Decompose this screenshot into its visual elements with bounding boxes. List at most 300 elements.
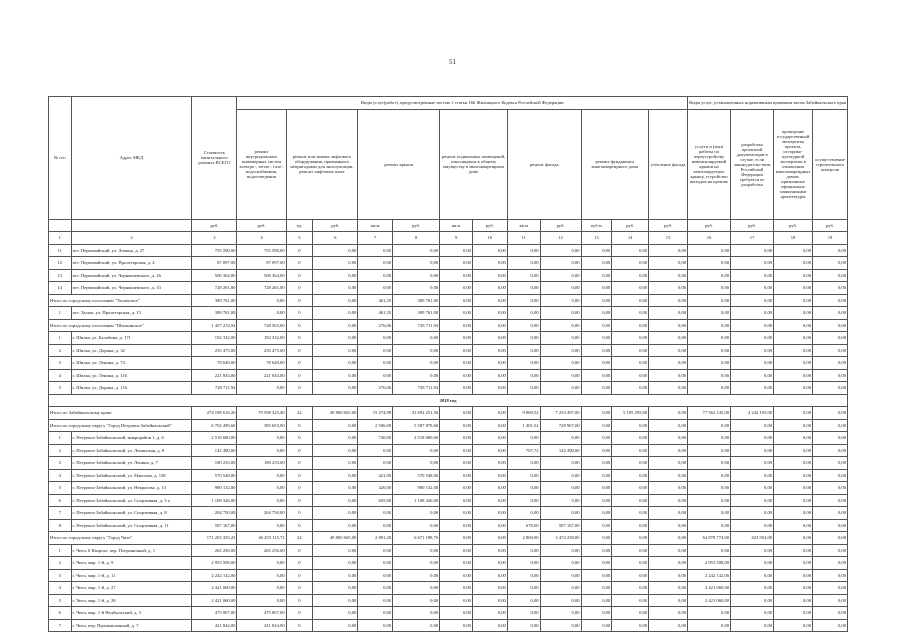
cell-lu: 0 [286,269,313,282]
cell-w: 0,00 [649,382,688,395]
cell-roof: 6 671 188,76 [393,532,440,545]
row-number: 12 [49,257,72,270]
cell-ctl: 0,00 [813,332,848,345]
table-row [49,382,848,395]
cell-ctl: 0,00 [813,419,848,432]
cell-fa: 0,00 [507,482,540,495]
cell-roof: 980 132,00 [393,482,440,495]
cell-pu: 2 242 142,00 [688,569,731,582]
cell-fnd: 0,00 [612,582,649,595]
cell-eng: 0,00 [237,519,286,532]
cell-roof: 0,00 [393,282,440,295]
table-row [49,619,848,632]
cell-dev: 0,00 [731,569,774,582]
cell-w: 0,00 [649,544,688,557]
cell-fac: 0,00 [540,494,581,507]
cell-roof: 0,00 [393,357,440,370]
cell-bas: 0,00 [472,444,507,457]
cell-ra: 740,00 [358,432,393,445]
cell-roof: 0,00 [393,594,440,607]
cell-dev: 0,00 [731,257,774,270]
cell-ra: 0,00 [358,457,393,470]
cell-ra: 2 891,28 [358,532,393,545]
cell-fo: 0,00 [581,469,612,482]
cell-exp: 0,00 [774,532,813,545]
cell-eng: 180 233,00 [237,457,286,470]
cell-pu: 0,00 [688,607,731,620]
cell-ra: 421,00 [358,469,393,482]
cell-bas: 0,00 [472,369,507,382]
cell-ra: 0,00 [358,519,393,532]
cell-lift: 0,00 [313,244,358,257]
cell-ctl: 0,00 [813,269,848,282]
cell-fnd: 0,00 [612,569,649,582]
cell-ctl: 0,00 [813,357,848,370]
cell-total: 142 490,00 [192,444,237,457]
cell-ba: 0,00 [440,432,473,445]
cell-eng: 0,00 [237,557,286,570]
cell-ba: 0,00 [440,607,473,620]
column-number-cell: 12 [540,232,581,245]
cell-fac: 0,00 [540,582,581,595]
header-warming: утепление фасада [649,109,688,219]
cell-fac: 7 233 497,00 [540,407,581,420]
cell-eng: 87 097,00 [237,257,286,270]
row-address: г. Чита, мкр. 1-й Недбыльский, д. 3 [71,607,192,620]
cell-exp: 0,00 [774,269,813,282]
cell-bas: 0,00 [472,307,507,320]
cell-roof: 389 761,00 [393,307,440,320]
cell-lu: 0 [286,457,313,470]
cell-exp: 0,00 [774,369,813,382]
header-facade: ремонт фасада [507,109,581,219]
cell-w: 0,00 [649,244,688,257]
cell-lu: 0 [286,357,313,370]
cell-fa: 0,00 [507,357,540,370]
cell-fac: 0,00 [540,544,581,557]
column-number-cell: 10 [472,232,507,245]
cell-lu: 22 [286,532,313,545]
cell-pu: 0,00 [688,494,731,507]
cell-fa: 0,00 [507,619,540,632]
cell-bas: 0,00 [472,282,507,295]
cell-total: 192 332,00 [192,332,237,345]
cell-fa: 0,00 [507,282,540,295]
cell-fa: 0,00 [507,307,540,320]
cell-exp: 0,00 [774,594,813,607]
cell-pu: 0,00 [688,257,731,270]
cell-ba: 0,00 [440,294,473,307]
cell-roof: 0,00 [393,619,440,632]
cell-bas: 0,00 [472,544,507,557]
row-address: г. Чита, мкр. 1-й, д. 9 [71,557,192,570]
cell-w: 0,00 [649,582,688,595]
cell-dev: 0,00 [731,594,774,607]
cell-ctl: 0,00 [813,319,848,332]
subtotal-label: Итого по городскому поселению "Шилкинское" [49,319,192,332]
cell-ra: 605,00 [358,494,393,507]
row-number: 5 [49,594,72,607]
cell-bas: 0,00 [472,344,507,357]
cell-ba: 0,00 [440,407,473,420]
cell-total: 755 590,00 [192,244,237,257]
cell-ctl: 0,00 [813,407,848,420]
cell-eng: 0,00 [237,382,286,395]
cell-ctl: 0,00 [813,469,848,482]
cell-fnd: 0,00 [612,307,649,320]
cell-bas: 0,00 [472,482,507,495]
cell-total: 171 203 355,23 [192,532,237,545]
cell-fa: 0,00 [507,369,540,382]
row-number: 4 [49,369,72,382]
cell-dev: 0,00 [731,269,774,282]
cell-exp: 0,00 [774,494,813,507]
cell-ba: 0,00 [440,319,473,332]
cell-lift: 0,00 [313,307,358,320]
cell-ba: 0,00 [440,344,473,357]
cell-lu: 0 [286,344,313,357]
cell-fnd: 0,00 [612,282,649,295]
cell-w: 0,00 [649,257,688,270]
cell-fa: 2 869,00 [507,532,540,545]
column-number-cell: 13 [581,232,612,245]
cell-lift: 0,00 [313,569,358,582]
cell-eng: 0,00 [237,569,286,582]
header-control: осуществление строительного контроля [813,109,848,219]
cell-fa: 707,72 [507,444,540,457]
cell-lu: 0 [286,582,313,595]
cell-w: 0,00 [649,619,688,632]
cell-roof: 0,00 [393,507,440,520]
row-number: 3 [49,457,72,470]
table-row [49,494,848,507]
subtotal-label: Итого по Забайкальскому краю: [49,407,192,420]
table-row [49,507,848,520]
cell-exp: 0,00 [774,282,813,295]
cell-pu: 64 878 774,00 [688,532,731,545]
cell-fo: 0,00 [581,357,612,370]
cell-roof: 0,00 [393,332,440,345]
cell-fo: 0,00 [581,594,612,607]
cell-bas: 0,00 [472,494,507,507]
row-address: г. Петровск-Забайкальский, ул. Ленина, д. 7 [71,457,192,470]
cell-w: 0,00 [649,594,688,607]
cell-pu: 2 421 060,00 [688,594,731,607]
row-number: 5 [49,382,72,395]
cell-ra: 0,00 [358,269,393,282]
cell-lu: 0 [286,282,313,295]
subtotal-label: Итого по городскому округу "Город Петровск-Забайкальский" [49,419,192,432]
cell-ra: 0,00 [358,357,393,370]
cell-ctl: 0,00 [813,569,848,582]
row-address: г. Шилка, ул. Ленина, д. 74 [71,357,192,370]
cell-dev: 0,00 [731,457,774,470]
cell-fnd: 0,00 [612,357,649,370]
units-row [49,219,848,232]
cell-lu: 0 [286,569,313,582]
cell-lu: 0 [286,369,313,382]
cell-eng: 79 598 325,40 [237,407,286,420]
cell-roof: 0,00 [393,269,440,282]
cell-roof: 0,00 [393,607,440,620]
cell-fnd: 0,00 [612,432,649,445]
cell-bas: 0,00 [472,557,507,570]
cell-eng: 728 261,00 [237,282,286,295]
cell-w: 0,00 [649,469,688,482]
cell-lu: 0 [286,482,313,495]
column-number-cell: 3 [192,232,237,245]
cell-fnd: 0,00 [612,457,649,470]
cell-total: 180 233,00 [192,457,237,470]
column-number-cell: 15 [649,232,688,245]
cell-lu: 0 [286,494,313,507]
cell-ctl: 0,00 [813,594,848,607]
cell-fo: 0,00 [581,282,612,295]
row-address: пгт. Первомайский, ул. Чернышевского, д. 26 [71,269,192,282]
cell-fa: 0,00 [507,319,540,332]
cell-lift: 0,00 [313,382,358,395]
cell-ba: 0,00 [440,619,473,632]
cell-ctl: 0,00 [813,507,848,520]
header-group-a: Виды услуг(работ), предусмотренные частью 1 статьи 166 Жилищного Кодекса Российской Федерации [237,97,688,110]
cell-roof: 0,00 [393,544,440,557]
cell-dev: 0,00 [731,607,774,620]
cell-bas: 0,00 [472,382,507,395]
row-number: 14 [49,282,72,295]
cell-exp: 0,00 [774,357,813,370]
column-number-cell: 8 [393,232,440,245]
cell-fnd: 0,00 [612,594,649,607]
column-number-cell: 18 [774,232,813,245]
cell-ra: 15 274,98 [358,407,393,420]
cell-w: 0,00 [649,332,688,345]
table-row [49,544,848,557]
cell-exp: 0,00 [774,444,813,457]
cell-lift: 0,00 [313,469,358,482]
cell-exp: 0,00 [774,507,813,520]
cell-fa: 0,00 [507,332,540,345]
cell-w: 0,00 [649,507,688,520]
cell-total: 78 649,00 [192,357,237,370]
cell-lift: 0,00 [313,594,358,607]
cell-fac: 3 474 258,00 [540,532,581,545]
cell-pu: 0,00 [688,619,731,632]
cell-w: 0,00 [649,282,688,295]
cell-exp: 0,00 [774,482,813,495]
cell-fac: 0,00 [540,332,581,345]
cell-ra: 0,00 [358,582,393,595]
cell-fo: 0,00 [581,507,612,520]
cell-fac: 0,00 [540,257,581,270]
cell-roof: 0,00 [393,244,440,257]
cell-pu: 0,00 [688,269,731,282]
column-number-cell: 1 [49,232,72,245]
table-row [49,307,848,320]
cell-ra: 2 506,09 [358,419,393,432]
cell-bas: 0,00 [472,432,507,445]
cell-dev: 0,00 [731,282,774,295]
subtotal-row [49,294,848,307]
cell-fnd: 0,00 [612,507,649,520]
column-number-cell: 17 [731,232,774,245]
cell-total: 1 457 274,94 [192,319,237,332]
cell-lu: 0 [286,332,313,345]
cell-lu: 0 [286,257,313,270]
cell-ra: 0,00 [358,282,393,295]
cell-w: 0,00 [649,344,688,357]
cell-ctl: 0,00 [813,444,848,457]
cell-eng: 506 364,00 [237,269,286,282]
cell-fa: 0,00 [507,507,540,520]
cell-fnd: 0,00 [612,619,649,632]
cell-ctl: 0,00 [813,282,848,295]
cell-lu: 0 [286,544,313,557]
cell-lift: 0,00 [313,332,358,345]
cell-fnd: 0,00 [612,319,649,332]
unit-cell: ед. [286,219,313,232]
cell-fa: 0,00 [507,544,540,557]
row-address: г. Чита, мкр. 1-й, д. 28 [71,594,192,607]
cell-w: 0,00 [649,444,688,457]
cell-total: 421 844,00 [192,619,237,632]
cell-pu: 0,00 [688,244,731,257]
row-number: 13 [49,269,72,282]
cell-bas: 0,00 [472,469,507,482]
cell-bas: 0,00 [472,357,507,370]
header-address: Адрес МКД [71,97,192,220]
cell-ra: 0,00 [358,257,393,270]
cell-ba: 0,00 [440,419,473,432]
column-number-cell: 6 [313,232,358,245]
cell-ba: 0,00 [440,594,473,607]
cell-ba: 0,00 [440,382,473,395]
column-number-cell: 5 [286,232,313,245]
cell-fac: 0,00 [540,319,581,332]
cell-ba: 0,00 [440,332,473,345]
cell-fac: 0,00 [540,244,581,257]
cell-eng: 0,00 [237,582,286,595]
cell-exp: 0,00 [774,319,813,332]
row-address: пгт. Первомайский, ул. Чернышевского, д. 33 [71,282,192,295]
cell-w: 0,00 [649,607,688,620]
row-number: 6 [49,607,72,620]
cell-eng: 0,00 [237,307,286,320]
table-row [49,607,848,620]
row-address: пгт. Первомайский, ул. Пролетарская, д. 4 [71,257,192,270]
cell-lu: 0 [286,294,313,307]
cell-roof: 728 711,94 [393,319,440,332]
unit-cell: кв.м [440,219,473,232]
cell-bas: 0,00 [472,319,507,332]
table-row [49,594,848,607]
cell-exp: 0,00 [774,344,813,357]
cell-ba: 0,00 [440,357,473,370]
cell-total: 2 953 508,00 [192,557,237,570]
cell-lift: 0,00 [313,269,358,282]
cell-fa: 0,00 [507,269,540,282]
cell-fnd: 0,00 [612,344,649,357]
cell-fa: 0,00 [507,582,540,595]
row-number: 7 [49,507,72,520]
cell-fa: 0,00 [507,257,540,270]
cell-dev: 0,00 [731,432,774,445]
cell-bas: 0,00 [472,619,507,632]
table-row [49,444,848,457]
cell-fnd: 0,00 [612,369,649,382]
cell-roof: 5 587 878,60 [393,419,440,432]
cell-ba: 0,00 [440,444,473,457]
cell-fo: 0,00 [581,257,612,270]
header-basement: ремонт подвальных помещений, относящихся к общему имуществу в многоквартирном доме [440,109,508,219]
cell-ctl: 0,00 [813,557,848,570]
cell-pu: 0,00 [688,444,731,457]
cell-fnd: 0,00 [612,257,649,270]
cell-roof: 0,00 [393,257,440,270]
cell-fnd: 0,00 [612,544,649,557]
cell-pu: 0,00 [688,332,731,345]
cell-eng: 0,00 [237,494,286,507]
cell-fo: 0,00 [581,419,612,432]
year-row [49,394,848,407]
row-address: г. Петровск-Забайкальский, ул. Ленинская, д. 8 [71,444,192,457]
cell-fnd: 0,00 [612,557,649,570]
cell-fac: 0,00 [540,594,581,607]
cell-ctl: 0,00 [813,369,848,382]
cell-dev: 0,00 [731,382,774,395]
cell-fo: 0,00 [581,607,612,620]
cell-fa: 0,00 [507,607,540,620]
cell-w: 0,00 [649,419,688,432]
cell-fnd: 0,00 [612,382,649,395]
cell-exp: 0,00 [774,519,813,532]
cell-pu: 0,00 [688,282,731,295]
cell-fo: 0,00 [581,269,612,282]
cell-fnd: 0,00 [612,444,649,457]
row-number: 3 [49,357,72,370]
unit-cell: руб. [612,219,649,232]
cell-dev: 0,00 [731,307,774,320]
cell-w: 0,00 [649,369,688,382]
cell-fnd: 0,00 [612,469,649,482]
cell-pu: 0,00 [688,419,731,432]
cell-fa: 0,00 [507,594,540,607]
column-number-cell: 11 [507,232,540,245]
cell-w: 0,00 [649,569,688,582]
subtotal-row [49,407,848,420]
cell-fo: 0,00 [581,519,612,532]
cell-fa: 0,00 [507,344,540,357]
cell-pu: 2 953 508,00 [688,557,731,570]
cell-fac: 0,00 [540,282,581,295]
row-number: 11 [49,244,72,257]
cell-lu: 22 [286,407,313,420]
row-address: г. Шилка, ул. Балабина, д. 171 [71,332,192,345]
column-number-cell: 14 [612,232,649,245]
cell-fac: 728 967,00 [540,419,581,432]
cell-roof: 570 548,00 [393,469,440,482]
table-row [49,469,848,482]
cell-bas: 0,00 [472,332,507,345]
cell-roof: 0,00 [393,569,440,582]
column-number-cell: 19 [813,232,848,245]
header-cost: Стоимость капитального ремонта ВСЕГО [192,97,237,220]
cell-dev: 0,00 [731,244,774,257]
cell-ctl: 0,00 [813,619,848,632]
cell-pu: 0,00 [688,507,731,520]
year-label: 2018 год [49,394,848,407]
header-lift: ремонт или замена лифтового оборудования, признанного непригодным для эксплуатации, ремонт лифтовых шахт [286,109,358,219]
cell-fa: 0,00 [507,569,540,582]
